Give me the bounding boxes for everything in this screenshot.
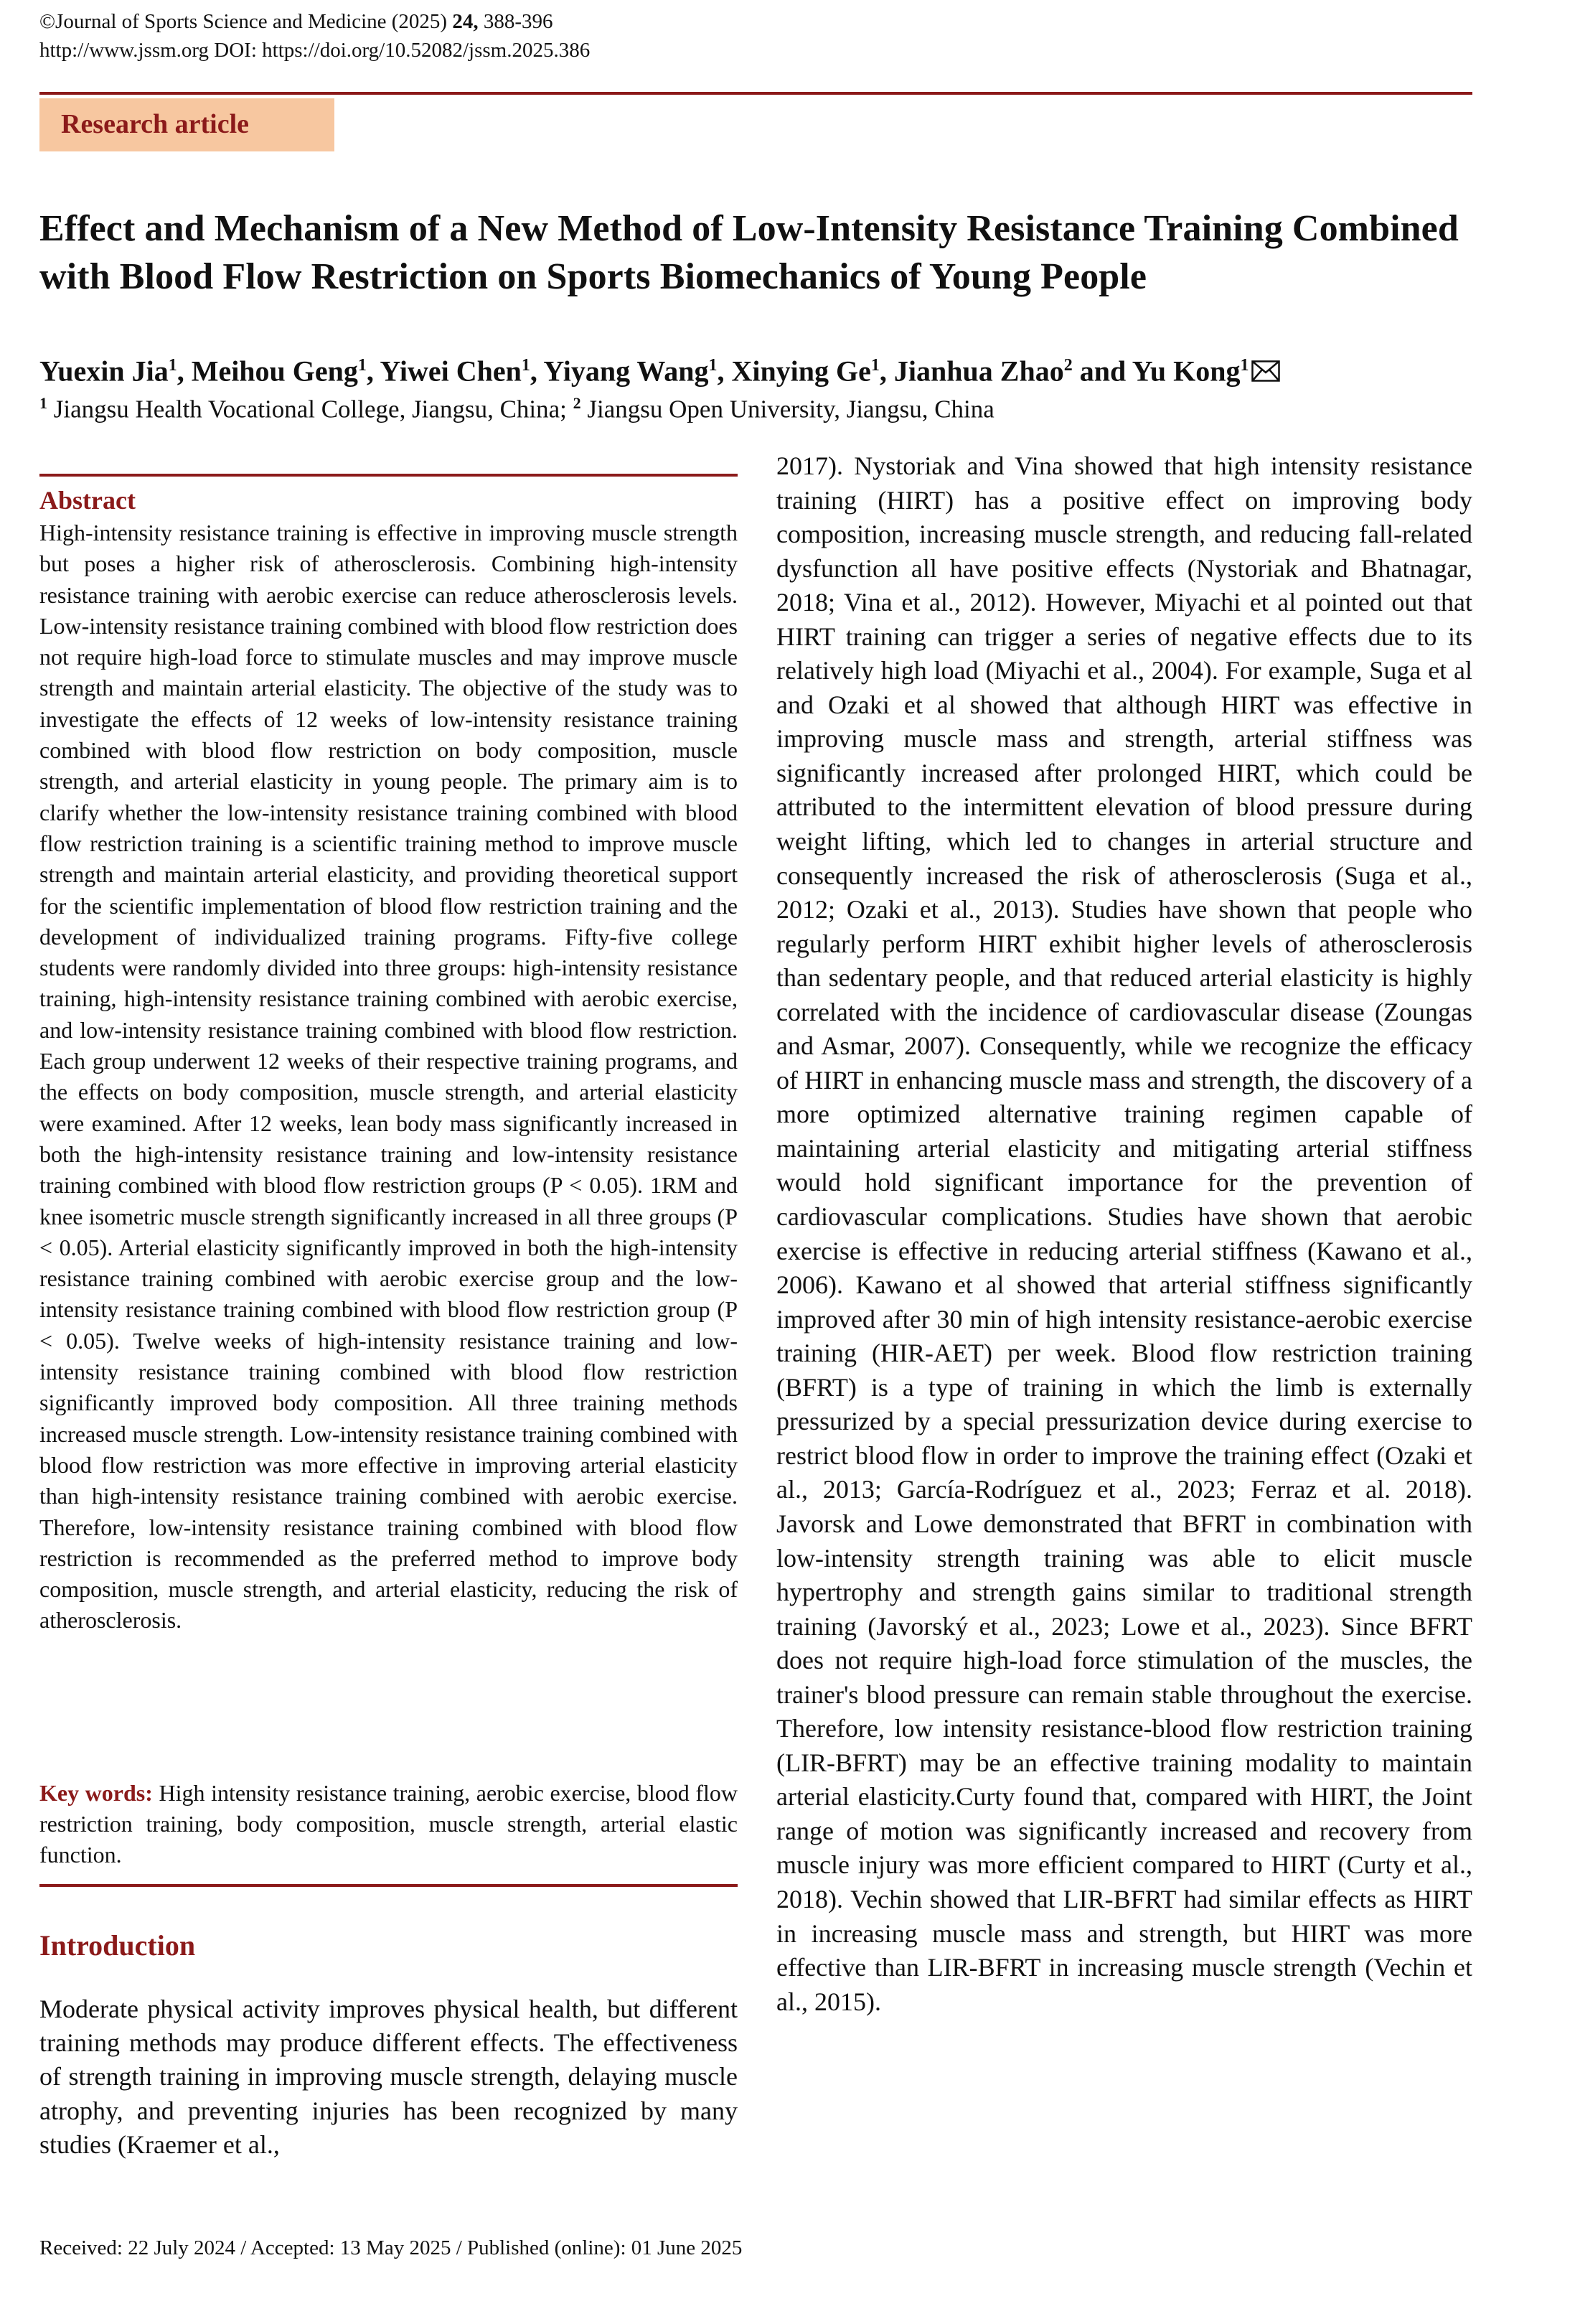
author-separator: , xyxy=(530,355,544,388)
author-affiliation-mark: 1 xyxy=(357,356,367,375)
author-separator: , xyxy=(177,355,192,388)
author-name: Yiwei Chen xyxy=(380,355,522,388)
author-affiliation-mark: 1 xyxy=(1240,356,1249,375)
affiliation-2: Jiangsu Open University, Jiangsu, China xyxy=(580,395,994,423)
author-list xyxy=(39,346,1546,390)
keywords-text: High intensity resistance training, aerobic exercise, blood flow restriction training, body composition, muscle strength, arterial elastic function. xyxy=(39,1780,738,1868)
author-separator: , xyxy=(366,355,380,388)
author-affiliation-mark: 2 xyxy=(1063,356,1073,375)
header-divider xyxy=(39,92,1472,95)
affiliation-mark: 1 xyxy=(39,394,47,412)
author-separator: , xyxy=(717,355,732,388)
mail-icon[interactable] xyxy=(1251,353,1280,375)
journal-volume: 24, xyxy=(452,10,479,33)
author-name: Xinying Ge xyxy=(731,355,871,388)
author-name: Yuexin Jia xyxy=(39,355,169,388)
publication-dates: Received: 22 July 2024 / Accepted: 13 May 2025 / Published (online): 01 June 2025 xyxy=(39,2236,743,2259)
keywords-bottom-divider xyxy=(39,1884,738,1887)
introduction-text-right: 2017). Nystoriak and Vina showed that high intensity resistance training (HIRT) has a positive effect on improving body composition, increasing muscle strength, and reducing fall-related dysfunction all have positive effects (Nystoriak and Bhatnagar, 2018; Vina et al., 2012). However, Miyachi et al pointed out that HIRT training can trigger a series of negative effects due to its relatively high load (Miyachi et al., 2004). For example, Suga et al and Ozaki et al showed that although HIRT was effective in improving muscle mass and strength, arterial stiffness was significantly increased after prolonged HIRT, which could be attributed to the intermittent elevation of blood pressure during weight lifting, which led to changes in arterial structure and consequently increased the risk of atherosclerosis (Suga et al., 2012; Ozaki et al., 2013). Studies have shown that people who regularly perform HIRT exhibit higher levels of atherosclerosis than sedentary people, and that reduced arterial elasticity is highly correlated with the incidence of cardiovascular disease (Zoungas and Asmar, 2007). Consequently, while we recognize the efficacy of HIRT in enhancing muscle mass and strength, the discovery of a more optimized alternative training regimen capable of maintaining arterial elasticity and mitigating arterial stiffness would hold significant importance for the prevention of cardiovascular complications. Studies have shown that aerobic exercise is effective in reducing arterial stiffness (Kawano et al., 2006). Kawano et al showed that arterial stiffness significantly improved after 30 min of high intensity resistance-aerobic exercise training (HIR-AET) per week. Blood flow restriction training (BFRT) is a type of training in which the limb is externally pressurized by a special pressurization device during exercise to restrict blood flow in order to improve the training effect (Ozaki et al., 2013; García-Rodríguez et al., 2023; Ferraz et al. 2018). Javorsk and Lowe demonstrated that BFRT in combination with low-intensity strength training was able to elicit muscle hypertrophy and strength gains similar to traditional strength training (Javorský et al., 2023; Lowe et al., 2023). Since BFRT does not require high-load force stimulation of the muscles, the trainer's blood pressure can remain stable throughout the exercise. Therefore, low intensity resistance-blood flow restriction training (LIR-BFRT) may be an effective training modality to maintain arterial elasticity.Curty found that, compared with HIRT, the Joint range of motion was significantly increased and recovery from muscle injury was more efficient compared to HIRT (Curty et al., 2018). Vechin showed that LIR-BFRT had similar effects as HIRT in increasing muscle mass and strength, but HIRT was more effective than LIR-BFRT in increasing muscle strength (Vechin et al., 2015). xyxy=(776,451,1472,2016)
keywords-label: Key words: xyxy=(39,1780,153,1806)
affiliations xyxy=(39,386,994,427)
introduction-text-left: Moderate physical activity improves physical health, but different training methods may produce different effects. The effectiveness of strength training in improving muscle strength, delaying muscle atrophy, and preventing injuries has been recognized by many studies (Kraemer et al., xyxy=(39,1995,738,2159)
author-name: Yiyang Wang xyxy=(543,355,709,388)
affiliation-1: Jiangsu Health Vocational College, Jiangsu, China; xyxy=(47,395,573,423)
author-separator: and xyxy=(1072,355,1132,388)
introduction-heading: Introduction xyxy=(39,1929,196,1962)
article-type-label: Research article xyxy=(61,109,250,139)
journal-url-doi[interactable]: http://www.jssm.org DOI: https://doi.org/10.52082/jssm.2025.386 xyxy=(39,39,591,62)
affiliation-mark: 2 xyxy=(573,394,581,412)
author-name: Jianhua Zhao xyxy=(893,355,1064,388)
keywords xyxy=(39,1778,738,1870)
abstract-top-divider xyxy=(39,474,738,477)
journal-citation-line xyxy=(39,7,590,36)
journal-name: ©Journal of Sports Science and Medicine (2025) xyxy=(39,10,453,33)
author-name: Meihou Geng xyxy=(191,355,358,388)
journal-pages: 388-396 xyxy=(478,10,553,33)
author-separator: , xyxy=(879,355,894,388)
journal-running-header xyxy=(39,7,590,65)
article-title: Effect and Mechanism of a New Method of Low-Intensity Resistance Training Combined with Blood Flow Restriction on Sports Biomechanics of Young People xyxy=(39,208,1459,297)
author-affiliation-mark: 1 xyxy=(521,356,530,375)
abstract-text: High-intensity resistance training is effective in improving muscle strength but poses a higher risk of atherosclerosis. Combining high-intensity resistance training with aerobic exercise can reduce atherosclerosis levels. Low-intensity resistance training combined with blood flow restriction does not require high-load force to stimulate muscles and may improve muscle strength and maintain arterial elasticity. The objective of the study was to investigate the effects of 12 weeks of low-intensity resistance training combined with blood flow restriction on body composition, muscle strength, and arterial elasticity in young people. The primary aim is to clarify whether the low-intensity resistance training combined with blood flow restriction training is a scientific training method to improve muscle strength and maintain arterial elasticity, and providing theoretical support for the scientific implementation of blood flow restriction training and the development of individualized training programs. Fifty-five college students were randomly divided into three groups: high-intensity resistance training, high-intensity resistance training combined with aerobic exercise, and low-intensity resistance training combined with blood flow restriction. Each group underwent 12 weeks of their respective training programs, and the effects on body composition, muscle strength, and arterial elasticity were examined. After 12 weeks, lean body mass significantly increased in both the high-intensity resistance training and low-intensity resistance training combined with blood flow restriction groups (P < 0.05). 1RM and knee isometric muscle strength significantly increased in all three groups (P < 0.05). Arterial elasticity significantly improved in both the high-intensity resistance training combined with aerobic exercise group and the low-intensity resistance training combined with blood flow restriction group (P < 0.05). Twelve weeks of high-intensity resistance training and low-intensity resistance training combined with blood flow restriction significantly improved body composition. All three training methods increased muscle strength. Low-intensity resistance training combined with blood flow restriction was more effective in improving arterial elasticity than high-intensity resistance training combined with aerobic exercise. Therefore, low-intensity resistance training combined with blood flow restriction is recommended as the preferred method to improve body composition, muscle strength, and arterial elasticity, reducing the risk of atherosclerosis. xyxy=(39,520,738,1634)
author-name: Yu Kong xyxy=(1132,355,1241,388)
abstract-heading: Abstract xyxy=(39,486,136,515)
author-affiliation-mark: 1 xyxy=(708,356,718,375)
author-affiliation-mark: 1 xyxy=(168,356,177,375)
author-affiliation-mark: 1 xyxy=(870,356,880,375)
article-type-badge xyxy=(39,98,334,151)
